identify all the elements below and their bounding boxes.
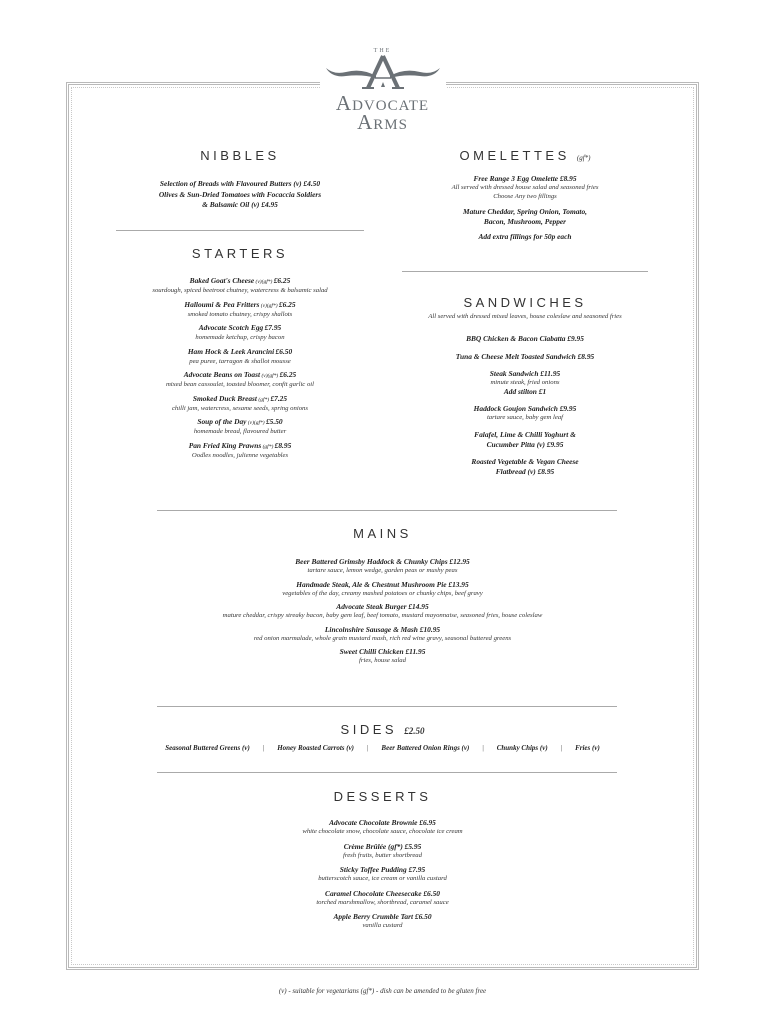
sandwiches-heading: SANDWICHES (463, 295, 587, 310)
divider (402, 271, 648, 272)
desserts-list (185, 818, 580, 931)
menu-item: Haddock Goujon Sandwich £9.95 (473, 404, 577, 413)
divider (116, 230, 364, 231)
divider (157, 510, 617, 511)
side-item: Seasonal Buttered Greens (v) (165, 744, 250, 752)
menu-item: Falafel, Lime & Chilli Yoghurt & (474, 429, 576, 439)
dietary-legend: (v) - suitable for vegetarians (gf*) - dish can be amended to be gluten free (278, 987, 487, 995)
menu-item: Sweet Chilli Chicken £11.95 fries, house salad (339, 647, 426, 664)
advocate-arms-logo (0, 48, 765, 132)
mains-list (95, 557, 670, 666)
menu-item: Handmade Steak, Ale & Chestnut Mushroom Pie £13.95 vegetables of the day, creamy mashed potatoes or chunky chips, beef gravy (282, 579, 483, 597)
menu-item: Crème Brûlée (gf*) £5.95 fresh fruits, butter shortbread (342, 841, 422, 859)
side-item: Chunky Chips (v) (496, 744, 548, 752)
nibbles-item: Olives & Sun-Dried Tomatoes with Focaccia Soldiers (158, 190, 322, 199)
logo-a-emblem (318, 54, 448, 94)
menu-item: Ham Hock & Leek Arancini £6.50 pea puree, tarragon & shallot mousse (187, 346, 293, 365)
side-item: Honey Roasted Carrots (v) (277, 744, 355, 752)
menu-item: Smoked Duck Breast (gf*) £7.25 chilli jam, watercress, sesame seeds, spring onions (171, 393, 309, 412)
logo-name-line1: Advocate (335, 91, 430, 115)
desserts-heading: DESSERTS (333, 789, 432, 804)
menu-item: Beer Battered Grimsby Haddock & Chunky Chips £12.95 tartare sauce, lemon wedge, garden peas or mushy peas (295, 557, 470, 574)
menu-item: Soup of the Day (v)(gf*) £5.50 homemade bread, flavoured butter (193, 417, 287, 435)
nibbles-heading: NIBBLES (200, 148, 280, 163)
menu-item: Roasted Vegetable & Vegan Cheese (471, 456, 579, 466)
logo-name-line2: Arms (357, 110, 408, 134)
menu-item: Advocate Steak Burger £14.95 mature cheddar, crispy streaky bacon, baby gem leaf, beef tomato, mustard mayonnaise, seasoned fries, house coleslaw (222, 602, 543, 619)
omelettes-heading: OMELETTES (gf*) (459, 148, 591, 163)
menu-item: BBQ Chicken & Bacon Ciabatta £9.95 (466, 333, 584, 343)
sides-heading: SIDES £2.50 (340, 722, 425, 737)
menu-item: Steak Sandwich £11.95 (489, 368, 561, 378)
menu-item: Caramel Chocolate Cheesecake £6.50 torched marshmallow, shortbread, caramel sauce (316, 888, 449, 906)
sandwiches-list: All served with dressed mixed leaves, house coleslaw and seasoned fries BBQ Chicken & Bacon Ciabatta £9.95 Tuna & Cheese Melt Toasted Sandwich £8.95 Steak Sandwich £11.95 minute steak, fried onions Add stilton £1 Haddock Goujon Sandwich £9.95 tartare sauce, baby gem leaf Falafel, Lime & Chilli Yoghurt & Cucumber Pitta (v) £9.95 Roasted Vegetable & Vegan Cheese Flatbread (v) £8.95 (385, 313, 665, 477)
menu-item: Sticky Toffee Pudding £7.95 butterscotch sauce, ice cream or vanilla custard (318, 865, 447, 882)
nibbles-list (100, 179, 380, 210)
starters-heading: STARTERS (191, 246, 289, 261)
nibbles-item: Selection of Breads with Flavoured Butters (v) £4.50 (159, 179, 321, 188)
divider (157, 706, 617, 707)
menu-item: Halloumi & Pea Fritters (v)(gf*) £6.25 smoked tomato chutney, crispy shallots (184, 299, 296, 318)
menu-item: Advocate Beans on Toast (v)(gf*) £6.25 mixed bean cassoulet, toasted bloomer, confit garlic oil (165, 370, 315, 388)
nibbles-item: & Balsamic Oil (v) £4.95 (202, 200, 278, 209)
menu-item: Advocate Scotch Egg £7.95 homemade ketchup, crispy bacon (195, 323, 285, 341)
divider (157, 772, 617, 773)
omelettes-list: Free Range 3 Egg Omelette £8.95 All served with dressed house salad and seasoned fries Choose Any two fillings Mature Cheddar, Spring Onion, Tomato, Bacon, Mushroom, Pepper Add extra fillings for 50p each (451, 174, 599, 241)
menu-item: Tuna & Cheese Melt Toasted Sandwich £8.95 (455, 351, 595, 361)
mains-heading: MAINS (353, 526, 412, 541)
menu-item: Lincolnshire Sausage & Mash £10.95 red onion marmalade, whole grain mustard mash, rich red wine gravy, seasonal buttered greens (253, 624, 512, 642)
sides-list: Seasonal Buttered Greens (v) | Honey Roasted Carrots (v) | Beer Battered Onion Rings (v) | Chunky Chips (v) | Fries (v) (165, 744, 600, 752)
side-item: Beer Battered Onion Rings (v) (381, 744, 470, 752)
menu-item: Apple Berry Crumble Tart £6.50 vanilla custard (333, 912, 432, 929)
menu-item: Advocate Chocolate Brownie £6.95 white chocolate snow, chocolate sauce, chocolate ice cream (302, 818, 463, 835)
starters-list (95, 276, 385, 460)
logo-the: THE (373, 48, 392, 54)
menu-item: Pan Fried King Prawns (gf*) £8.95 Oodles noodles, julienne vegetables (188, 440, 292, 459)
menu-item: Baked Goat's Cheese (v)(gf*) £6.25 sourdough, spiced beetroot chutney, watercress & balsamic salad (152, 276, 328, 294)
side-item: Fries (v) (575, 744, 600, 752)
